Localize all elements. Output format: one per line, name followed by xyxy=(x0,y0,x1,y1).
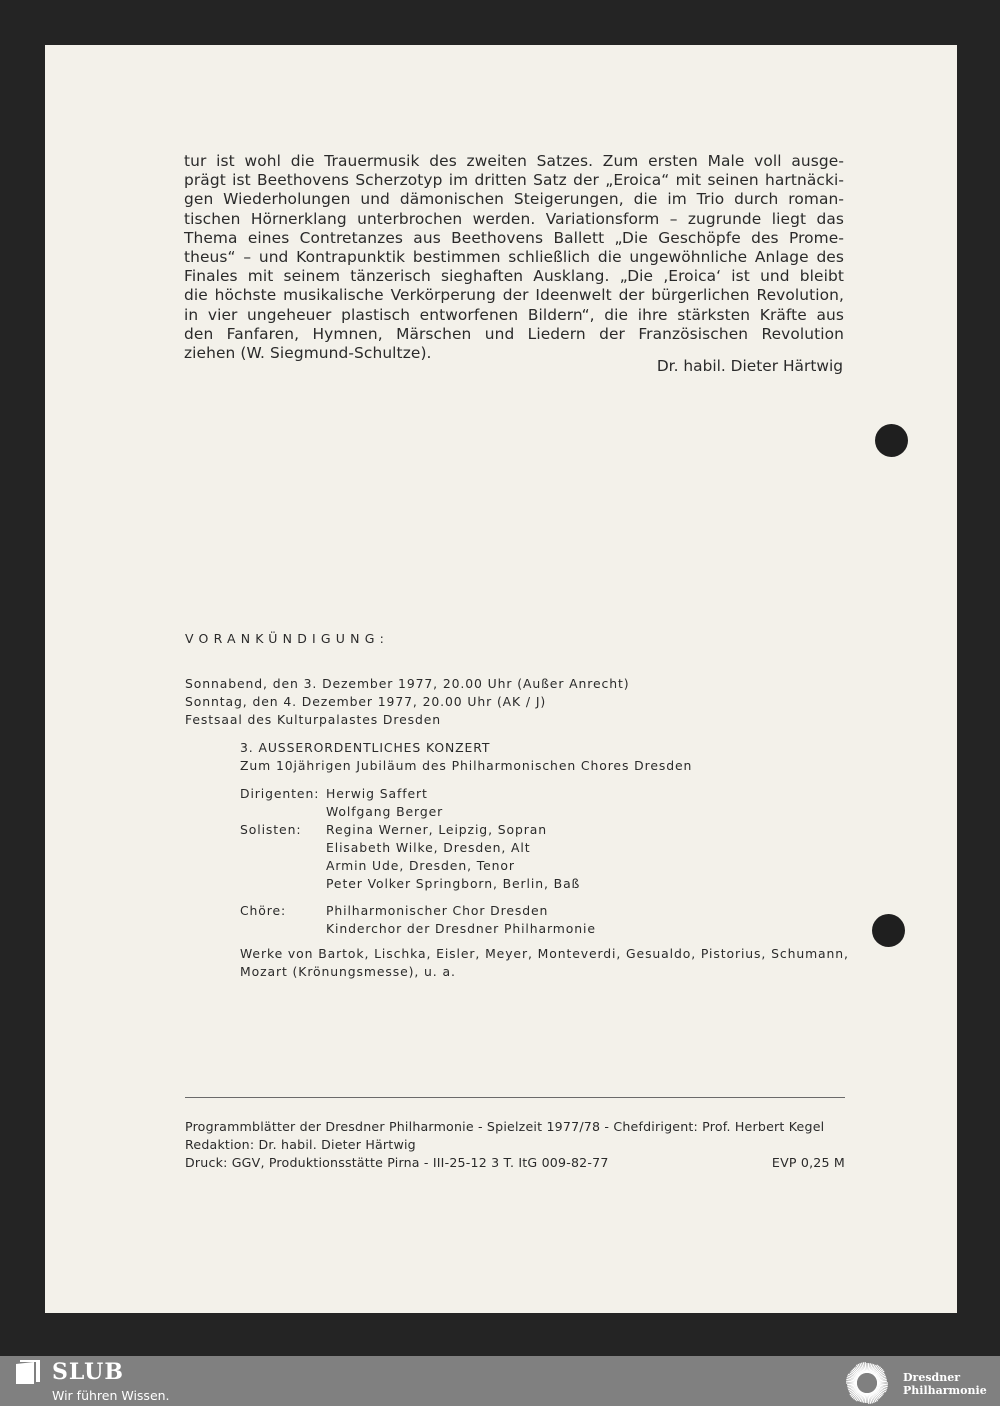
body-line: Thema eines Contretanzes aus Beethovens Ballett „Die Geschöpfe des Prome- xyxy=(184,228,844,247)
soloist-name: Regina Werner, Leipzig, Sopran xyxy=(326,822,547,837)
date-line: Sonntag, den 4. Dezember 1977, 20.00 Uhr (AK / J) xyxy=(185,694,547,709)
body-line: prägt ist Beethovens Scherzotyp im dritten Satz der „Eroica“ mit seinen hartnäcki- xyxy=(184,171,844,190)
choir-name: Philharmonischer Chor Dresden xyxy=(326,903,549,918)
body-line: die höchste musikalische Verkörperung der Ideenwelt der bürgerlichen Revolution, xyxy=(184,286,844,305)
dp-logo-line2: Philharmonie xyxy=(903,1384,987,1397)
works-line: Werke von Bartok, Lischka, Eisler, Meyer, Monteverdi, Gesualdo, Pistorius, Schumann, xyxy=(240,946,849,961)
soloist-row xyxy=(240,821,596,839)
concert-heading xyxy=(240,739,692,775)
soloist-row xyxy=(240,839,596,857)
concert-subtitle: Zum 10jährigen Jubiläum des Philharmonischen Chores Dresden xyxy=(240,758,693,773)
soloist-name: Peter Volker Springborn, Berlin, Baß xyxy=(326,876,581,891)
body-line: tischen Hörnerklang unterbrochen werden. Variationsform – zugrunde liegt das xyxy=(184,209,844,228)
slub-book-icon xyxy=(14,1360,42,1386)
works-line: Mozart (Krönungsmesse), u. a. xyxy=(240,964,456,979)
concert-title: 3. AUSSERORDENTLICHES KONZERT xyxy=(240,740,491,755)
soloist-name: Armin Ude, Dresden, Tenor xyxy=(326,858,515,873)
slub-tagline: Wir führen Wissen. xyxy=(52,1388,170,1403)
concert-dates xyxy=(185,675,629,729)
body-line: in vier ungeheuer plastisch entworfenen Bildern“, die ihre stärksten Kräfte aus xyxy=(184,305,844,324)
punch-hole-bottom xyxy=(872,914,905,947)
imprint-printer: Druck: GGV, Produktionsstätte Pirna - III-25-12 3 T. ItG 009-82-77 xyxy=(185,1155,609,1170)
conductor-name: Wolfgang Berger xyxy=(326,804,444,819)
soloist-row xyxy=(240,875,596,893)
dp-logo-line1: Dresdner xyxy=(903,1371,961,1384)
imprint-price: EVP 0,25 M xyxy=(771,1155,845,1170)
conductors-label: Dirigenten: xyxy=(240,786,320,801)
choirs-label: Chöre: xyxy=(240,903,287,918)
body-paragraph xyxy=(184,152,844,363)
soloist-name: Elisabeth Wilke, Dresden, Alt xyxy=(326,840,531,855)
imprint-publisher: Programmblätter der Dresdner Philharmonie - Spielzeit 1977/78 - Chefdirigent: Prof. Herbert Kegel xyxy=(185,1119,825,1134)
footer-bar xyxy=(0,1356,1000,1406)
choir-name: Kinderchor der Dresdner Philharmonie xyxy=(326,921,596,936)
body-line: gen Wiederholungen und dämonischen Steigerungen, die im Trio durch roman- xyxy=(184,190,844,209)
imprint xyxy=(185,1118,845,1172)
date-line: Sonnabend, den 3. Dezember 1977, 20.00 Uhr (Außer Anrecht) xyxy=(185,676,630,691)
works-list xyxy=(240,945,849,981)
conductor-name: Herwig Saffert xyxy=(326,786,428,801)
soloists-label: Solisten: xyxy=(240,822,302,837)
body-line: theus“ – und Kontrapunktik bestimmen schließlich die ungewöhnliche Anlage des xyxy=(184,248,844,267)
announcement-title: VORANKÜNDIGUNG: xyxy=(185,631,390,646)
soloist-row xyxy=(240,857,596,875)
divider-line xyxy=(185,1097,845,1098)
imprint-editor: Redaktion: Dr. habil. Dieter Härtwig xyxy=(185,1137,416,1152)
choir-row xyxy=(240,893,596,920)
author-signature: Dr. habil. Dieter Härtwig xyxy=(656,357,843,375)
concert-credits xyxy=(240,785,596,938)
body-line: ziehen (W. Siegmund-Schultze). xyxy=(184,344,432,363)
choir-row xyxy=(240,920,596,938)
body-line: tur ist wohl die Trauermusik des zweiten Satzes. Zum ersten Male voll ausge- xyxy=(184,152,844,170)
conductor-row xyxy=(240,785,596,803)
dresdner-philharmonie-sun-icon xyxy=(840,1360,894,1406)
body-line: den Fanfaren, Hymnen, Märschen und Liedern der Französischen Revolution xyxy=(184,324,844,343)
slub-logo-text: SLUB xyxy=(52,1359,124,1385)
punch-hole-top xyxy=(875,424,908,457)
venue-line: Festsaal des Kulturpalastes Dresden xyxy=(185,712,442,727)
conductor-row xyxy=(240,803,596,821)
dresdner-philharmonie-logo-text xyxy=(903,1371,987,1397)
body-line: Finales mit seinem tänzerisch sieghaften Ausklang. „Die ‚Eroica‘ ist und bleibt xyxy=(184,267,844,286)
